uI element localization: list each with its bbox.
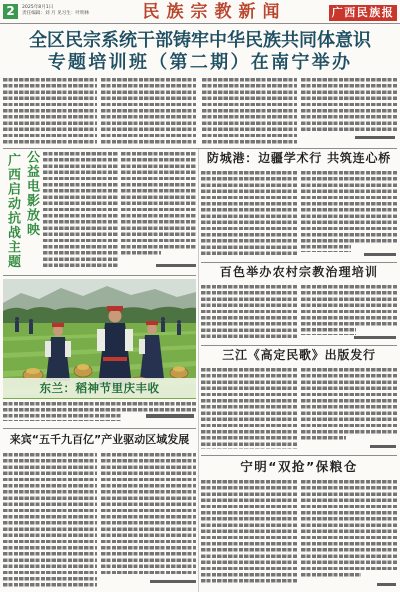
photo-credit (146, 414, 194, 417)
ningming-text-col-1 (201, 480, 297, 585)
laibin-article-text-col-1 (3, 453, 97, 589)
lead-article-text-col-3 (202, 78, 297, 146)
sanjiang-text-col-2 (301, 368, 397, 436)
baise-byline (354, 336, 396, 339)
baise-text-col-2 (301, 285, 397, 328)
photo-caption-text-tail (3, 414, 121, 420)
ningming-byline (377, 583, 396, 586)
issue-date: 2025年8月1日 (22, 5, 54, 10)
ningming-headline: 宁明“双抢”保粮仓 (240, 459, 358, 474)
movie-article-text-tail (121, 251, 161, 257)
laibin-article-text-col-2 (101, 453, 196, 577)
lead-headline-line-1: 全区民宗系统干部铸牢中华民族共同体意识 (29, 30, 371, 51)
movie-article-text-col-1 (43, 152, 118, 270)
lead-article-text-col-2 (101, 78, 196, 146)
movie-headline-col-1: 广西启动抗战主题 (5, 153, 20, 269)
fangchenggang-text-col-2 (301, 171, 397, 245)
paper-name-badge: 广西民族报 (329, 5, 397, 21)
movie-article-text-col-2 (121, 152, 196, 251)
fangchenggang-byline (364, 253, 396, 256)
sanjiang-byline (370, 445, 396, 448)
section-title: 民族宗教新闻 (142, 2, 287, 22)
sanjiang-text-tail (301, 436, 346, 442)
fangchenggang-text-tail (301, 245, 351, 251)
movie-article-divider (3, 275, 196, 276)
sanjiang-divider (201, 455, 397, 456)
lead-article-divider (3, 148, 397, 149)
lead-article-text-col-1 (3, 78, 97, 146)
photo-caption-text (3, 402, 196, 414)
baise-divider (201, 345, 397, 346)
laibin-headline: 来宾“五千九百亿”产业驱动区域发展 (9, 433, 190, 446)
movie-headline-col-2: 公益电影放映 (24, 150, 39, 237)
sanjiang-text-col-1 (201, 368, 297, 449)
lead-article-text-col-4 (301, 78, 397, 134)
fangchenggang-text-col-1 (201, 171, 297, 258)
sanjiang-headline: 三江《高定民歌》出版发行 (222, 348, 376, 362)
baise-text-tail (301, 328, 356, 334)
baise-text-col-1 (201, 285, 297, 341)
laibin-article-byline (150, 580, 196, 583)
column-divider (198, 149, 199, 592)
masthead-divider (0, 23, 400, 24)
lead-headline-line-2: 专题培训班（第二期）在南宁举办 (47, 52, 353, 73)
photo-title: 东兰：稻神节里庆丰收 (3, 378, 196, 398)
ningming-text-col-2 (301, 480, 397, 573)
fangchenggang-divider (201, 262, 397, 263)
lead-article-byline (355, 136, 395, 139)
page-number-badge: 2 (3, 4, 18, 19)
ningming-text-tail (301, 573, 361, 579)
baise-headline: 百色举办农村宗教治理培训 (219, 265, 379, 279)
photo-divider (3, 428, 196, 429)
movie-article-byline (156, 264, 196, 267)
editors-line: 责任编辑：刘 月 见习生：叶明林 (22, 11, 90, 16)
fangchenggang-headline: 防城港：边疆学术行 共筑连心桥 (206, 151, 392, 165)
